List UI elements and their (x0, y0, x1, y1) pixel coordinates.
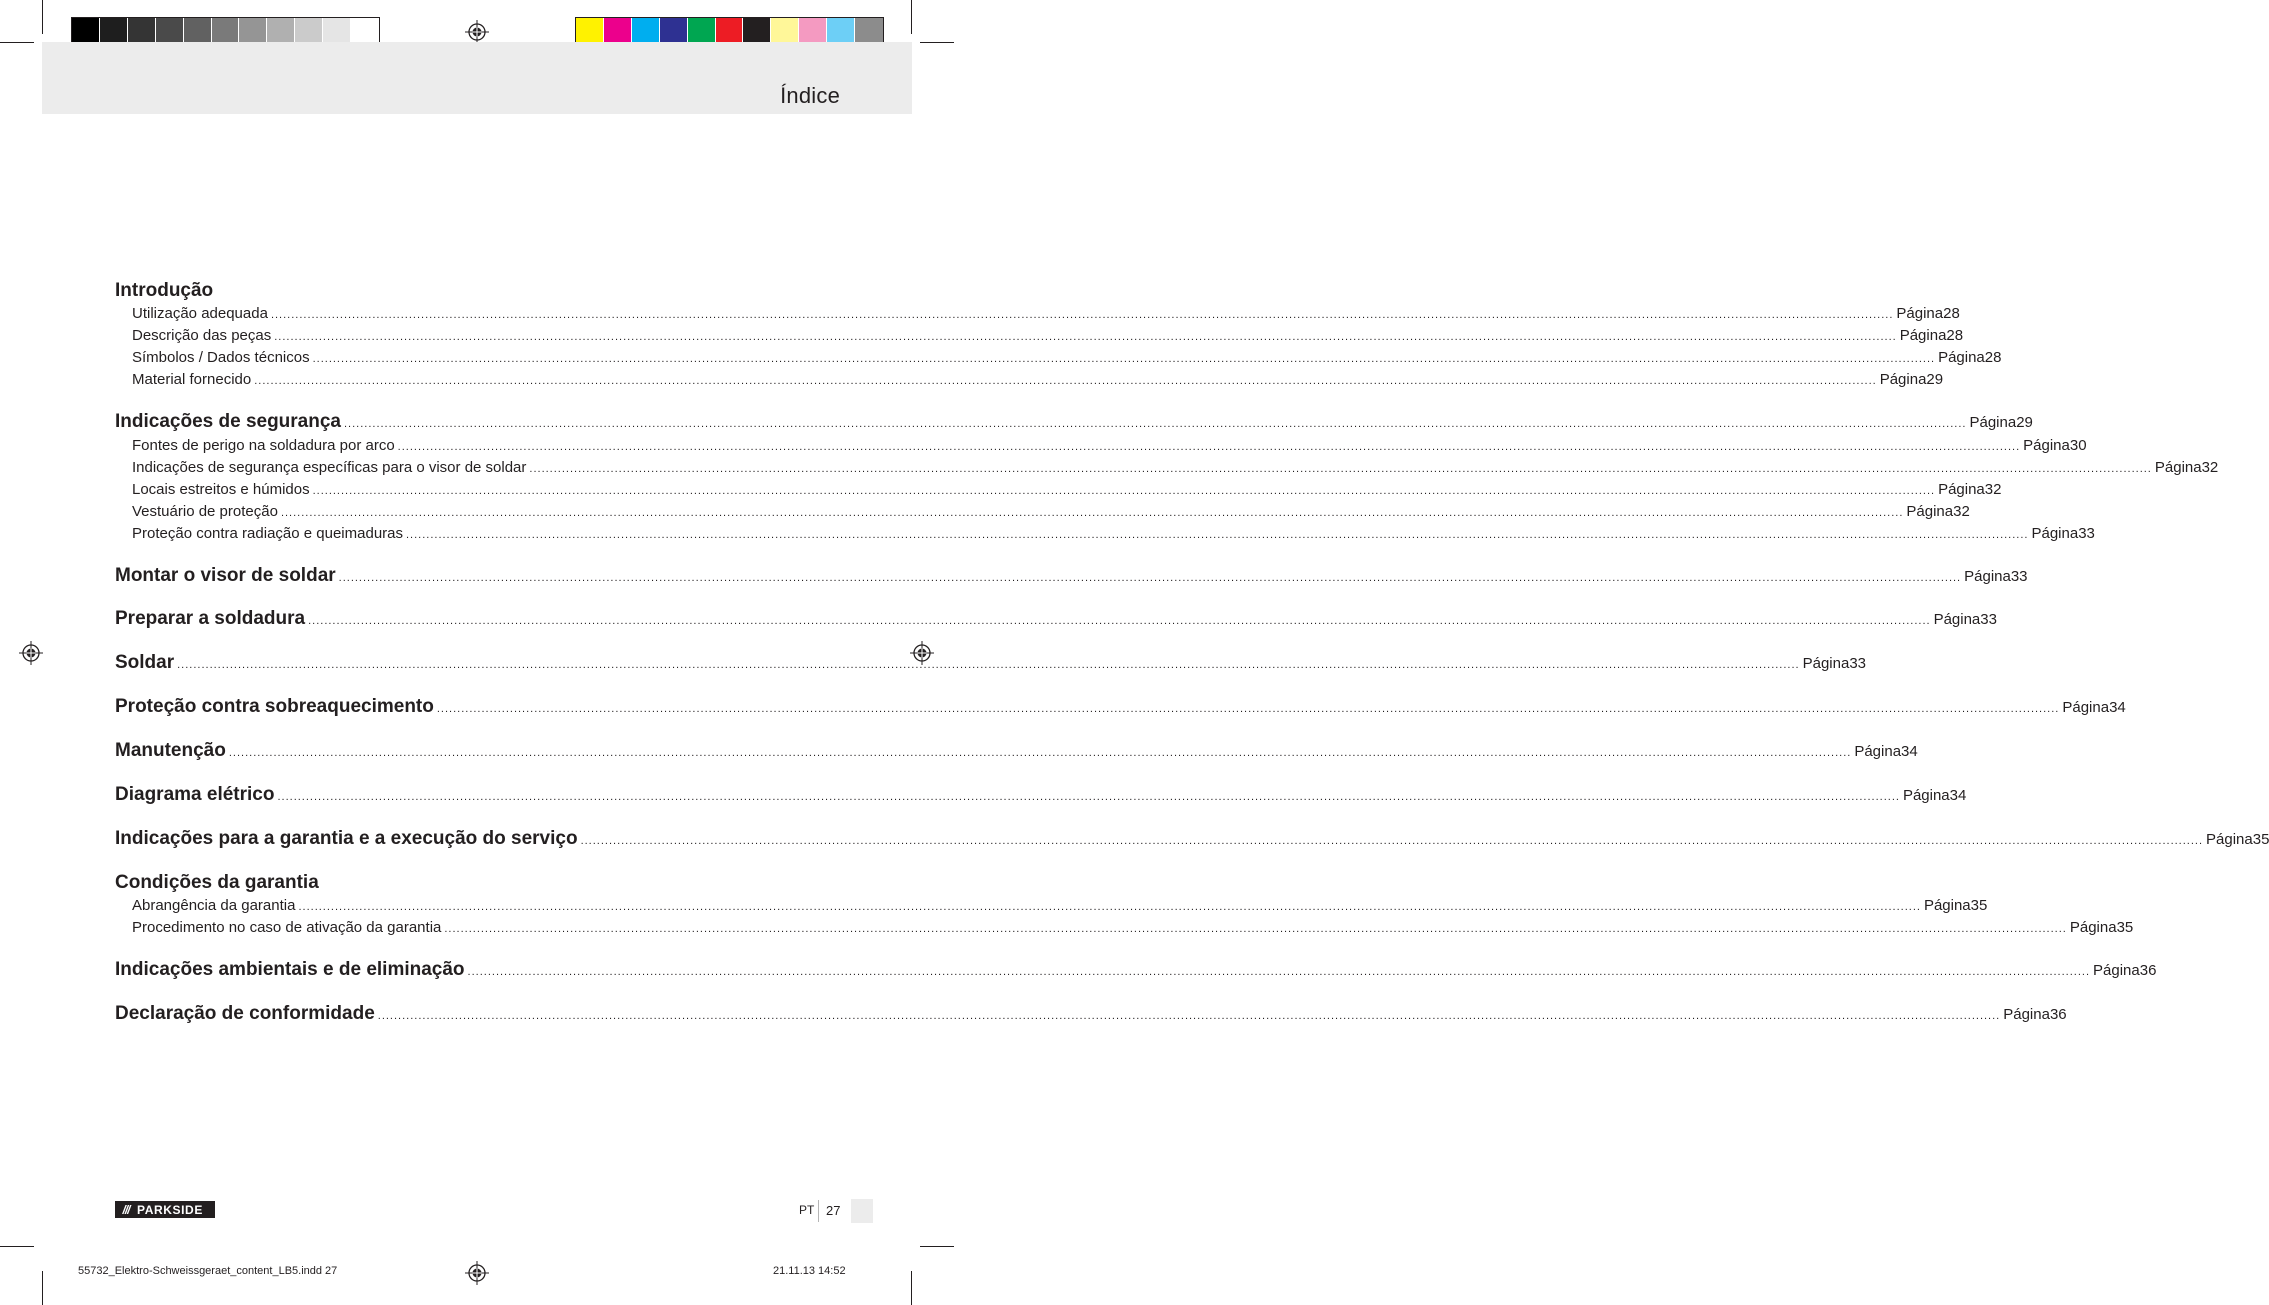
registration-mark-icon (19, 641, 43, 665)
toc-item-page-label: Página (1896, 305, 1944, 322)
color-swatch (632, 18, 660, 45)
toc-section (115, 1003, 2067, 1029)
toc-item-page-label: Página (1906, 503, 1954, 520)
color-swatch (576, 18, 604, 45)
toc-item-page-label: Página (2069, 919, 2117, 936)
toc-section-page-label: Página (1964, 568, 2011, 585)
page-title: Índice (780, 83, 840, 108)
toc-item-label: Abrangência da garantia (132, 897, 296, 914)
color-swatch (799, 18, 827, 45)
color-swatch (351, 18, 379, 45)
toc-section-page-number: 35 (2252, 831, 2269, 848)
dot-leader: ................................................................................................................................................................................................................................................................................................................................................................................................................ (338, 572, 1962, 584)
toc-item-page-number: 32 (1984, 481, 2002, 498)
dot-leader: ................................................................................................................................................................................................................................................................................................................................................................................................................ (270, 309, 1894, 321)
toc-item-page-label: Página (1899, 327, 1947, 344)
toc-section-page-number: 34 (1901, 743, 1918, 760)
toc-section-label: Soldar (115, 652, 175, 673)
toc-item (132, 481, 2002, 501)
toc-item-label: Procedimento no caso de ativação da garantia (132, 919, 442, 936)
toc-section (115, 696, 2126, 722)
toc-item-label: Proteção contra radiação e queimaduras (132, 525, 403, 542)
color-swatch (184, 18, 212, 45)
crop-mark (0, 1246, 34, 1247)
dot-leader: ................................................................................................................................................................................................................................................................................................................................................................................................................ (312, 353, 1936, 365)
toc-section-page-number: 33 (1849, 655, 1866, 672)
toc-item-page-number: 32 (1953, 503, 1970, 520)
registration-mark-icon (465, 1261, 489, 1285)
toc-section-label: Manutenção (115, 740, 226, 761)
toc-section-label: Montar o visor de soldar (115, 565, 336, 586)
dot-leader: ................................................................................................................................................................................................................................................................................................................................................................................................................ (308, 615, 1931, 627)
color-swatch (128, 18, 156, 45)
color-swatch (604, 18, 632, 45)
toc-item-page-number: 29 (1926, 371, 1944, 388)
toc-item-label: Vestuário de proteção (132, 503, 278, 520)
toc-section-label: Proteção contra sobreaquecimento (115, 696, 434, 717)
toc-item-page-number: 30 (2069, 437, 2087, 454)
dot-leader: ................................................................................................................................................................................................................................................................................................................................................................................................................ (467, 966, 2091, 978)
toc-item (132, 459, 2219, 479)
color-swatch (771, 18, 799, 45)
page-tab (851, 1199, 873, 1223)
toc-item-page-number: 28 (1984, 349, 2002, 366)
toc-item-label: Símbolos / Dados técnicos (132, 349, 310, 366)
toc-section-label: Indicações ambientais e de eliminação (115, 959, 465, 980)
footer-divider (818, 1200, 819, 1222)
crop-mark (42, 0, 43, 34)
color-swatch (855, 18, 883, 45)
crop-mark (920, 1246, 954, 1247)
toc-item-page-label: Página (1923, 897, 1971, 914)
logo-stripes: /// (122, 1202, 130, 1217)
toc-item-page-number: 32 (2201, 459, 2219, 476)
dot-leader: ................................................................................................................................................................................................................................................................................................................................................................................................................ (397, 441, 2021, 453)
toc-item-label: Fontes de perigo na soldadura por arco (132, 437, 395, 454)
dot-leader: ................................................................................................................................................................................................................................................................................................................................................................................................................ (529, 463, 2152, 475)
crop-mark (0, 42, 34, 43)
toc-section (115, 608, 1997, 634)
dot-leader: ................................................................................................................................................................................................................................................................................................................................................................................................................ (228, 747, 1852, 759)
toc-item (132, 503, 1970, 523)
toc-section-page-label: Página (2093, 962, 2140, 979)
toc-section-page-label: Página (1933, 611, 1981, 628)
color-swatch (743, 18, 771, 45)
toc-section (115, 565, 2028, 591)
page-number: 27 (826, 1203, 841, 1218)
dot-leader: ................................................................................................................................................................................................................................................................................................................................................................................................................ (436, 703, 2060, 715)
toc-item-label: Descrição das peças (132, 327, 272, 344)
toc-item-page-number: 33 (2078, 525, 2095, 542)
toc-item-page-label: Página (2023, 437, 2070, 454)
toc-item-page-number: 28 (1946, 327, 1964, 344)
parkside-logo (115, 1201, 215, 1218)
toc-section (115, 828, 2269, 854)
color-swatch (156, 18, 184, 45)
toc-section-page-number: 29 (2016, 414, 2033, 431)
toc-section-page-number: 33 (1980, 611, 1997, 628)
dot-leader: ................................................................................................................................................................................................................................................................................................................................................................................................................ (277, 791, 1900, 803)
dot-leader: ................................................................................................................................................................................................................................................................................................................................................................................................................ (377, 1010, 2001, 1022)
toc-section (115, 740, 1918, 766)
toc-item-page-label: Página (1938, 349, 1985, 366)
slug-date-time: 21.11.13 14:52 (773, 1265, 846, 1277)
crop-mark (920, 42, 954, 43)
toc-item (132, 919, 2134, 939)
dot-leader: ................................................................................................................................................................................................................................................................................................................................................................................................................ (406, 529, 2029, 541)
color-swatch (688, 18, 716, 45)
toc-item-label: Locais estreitos e húmidos (132, 481, 310, 498)
toc-section-page-label: Página (1802, 655, 1850, 672)
toc-item (132, 305, 1960, 325)
toc-item-page-number: 28 (1943, 305, 1960, 322)
toc-item-page-label: Página (1938, 481, 1985, 498)
toc-section-page-number: 33 (2010, 568, 2028, 585)
toc-item-page-number: 35 (1970, 897, 1988, 914)
toc-section-label: Indicações para a garantia e a execução do serviço (115, 828, 578, 849)
toc-item-page-number: 35 (2116, 919, 2134, 936)
dot-leader: ................................................................................................................................................................................................................................................................................................................................................................................................................ (444, 923, 2067, 935)
toc-section-label: Diagrama elétrico (115, 784, 275, 805)
toc-item-page-label: Página (2154, 459, 2202, 476)
toc-section-label: Indicações de segurança (115, 411, 341, 432)
color-swatch (100, 18, 128, 45)
toc-section-page-label: Página (2206, 831, 2253, 848)
toc-section-page-label: Página (1902, 787, 1950, 804)
toc-section (115, 411, 2033, 437)
color-swatch (72, 18, 100, 45)
dot-leader: ................................................................................................................................................................................................................................................................................................................................................................................................................ (254, 375, 1877, 387)
toc-section-page-number: 34 (1949, 787, 1967, 804)
slug-file-name: 55732_Elektro-Schweissgeraet_content_LB5.indd 27 (78, 1265, 338, 1277)
toc-section-page-number: 36 (2139, 962, 2157, 979)
crop-mark (911, 1271, 912, 1305)
crop-mark (42, 1271, 43, 1305)
toc-item-page-label: Página (1879, 371, 1927, 388)
toc-section-page-number: 36 (2049, 1006, 2067, 1023)
toc-item-label: Indicações de segurança específicas para o visor de soldar (132, 459, 527, 476)
logo-wordmark: PARKSIDE (137, 1202, 203, 1217)
toc-section-page-label: Página (1854, 743, 1902, 760)
toc-item (132, 437, 2087, 457)
dot-leader: ................................................................................................................................................................................................................................................................................................................................................................................................................ (177, 659, 1800, 671)
crop-mark (911, 0, 912, 34)
toc-item (132, 371, 1944, 391)
toc-section (115, 959, 2157, 985)
toc-section (115, 652, 1866, 678)
language-code: PT (799, 1203, 815, 1217)
toc-item (132, 327, 1964, 347)
toc-item (132, 525, 2095, 545)
toc-item-label: Utilização adequada (132, 305, 268, 322)
dot-leader: ................................................................................................................................................................................................................................................................................................................................................................................................................ (274, 331, 1897, 343)
toc-section-page-label: Página (1969, 414, 2017, 431)
toc-section-label: Declaração de conformidade (115, 1003, 375, 1024)
toc-item (132, 349, 2002, 369)
dot-leader: ................................................................................................................................................................................................................................................................................................................................................................................................................ (280, 507, 1904, 519)
dot-leader: ................................................................................................................................................................................................................................................................................................................................................................................................................ (344, 418, 1967, 430)
toc-section (115, 784, 1967, 810)
toc-section-page-label: Página (2062, 699, 2110, 716)
toc-section-label: Preparar a soldadura (115, 608, 306, 629)
color-swatch (295, 18, 323, 45)
registration-mark-icon (465, 20, 489, 44)
color-swatch (267, 18, 295, 45)
dot-leader: ................................................................................................................................................................................................................................................................................................................................................................................................................ (580, 835, 2204, 847)
toc-section-page-label: Página (2003, 1006, 2050, 1023)
toc-item-label: Material fornecido (132, 371, 252, 388)
color-swatch (239, 18, 267, 45)
toc-section-title: Introdução (115, 280, 214, 301)
dot-leader: ................................................................................................................................................................................................................................................................................................................................................................................................................ (298, 901, 1921, 913)
color-swatch (827, 18, 855, 45)
color-swatch (212, 18, 240, 45)
dot-leader: ................................................................................................................................................................................................................................................................................................................................................................................................................ (312, 485, 1936, 497)
toc-section-title: Condições da garantia (115, 872, 319, 893)
toc-item-page-label: Página (2031, 525, 2079, 542)
toc-section-page-number: 34 (2109, 699, 2126, 716)
toc-item (132, 897, 1988, 917)
color-swatch (660, 18, 688, 45)
color-swatch (716, 18, 744, 45)
color-swatch (323, 18, 351, 45)
